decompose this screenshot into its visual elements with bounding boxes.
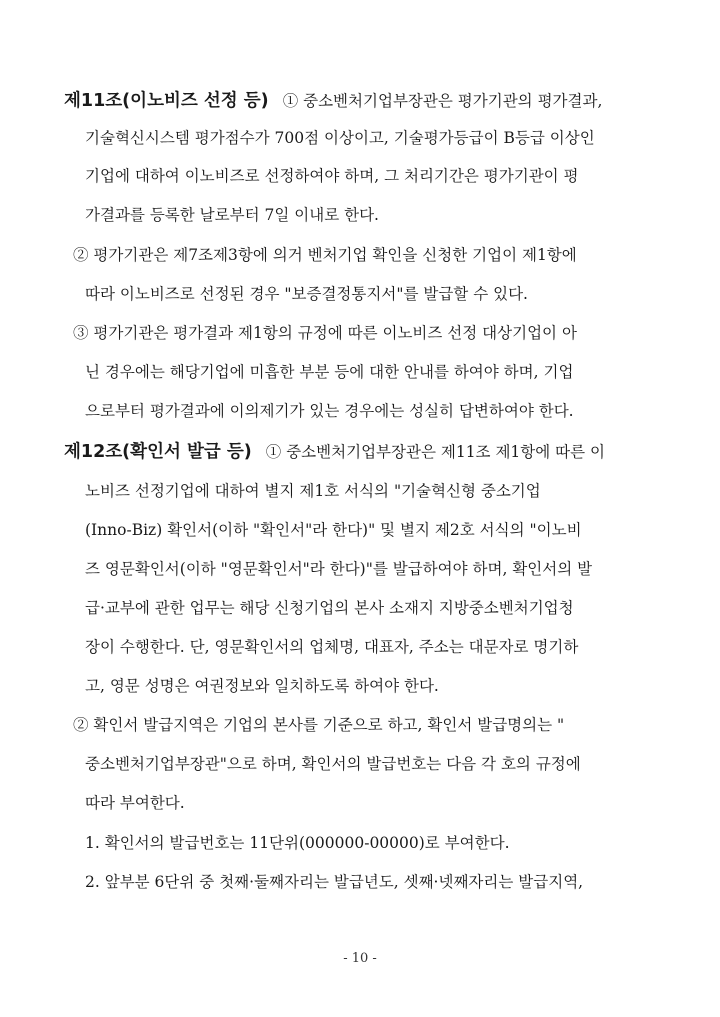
article-11-paragraph-3-line-3: 으로부터 평가결과에 이의제기가 있는 경우에는 성실히 답변하여야 한다. xyxy=(85,402,574,420)
article-12-text: ① 중소벤처기업부장관은 제11조 제1항에 따른 이 xyxy=(265,443,606,461)
article-11-heading: 제11조(이노비즈 선정 등) xyxy=(64,91,269,111)
article-11-text: ① 중소벤처기업부장관은 평가기관의 평가결과, xyxy=(282,92,603,110)
article-11-line-1 xyxy=(64,91,602,111)
article-12-line-7: 고, 영문 성명은 여권정보와 일치하도록 하여야 한다. xyxy=(85,677,439,695)
article-12-line-5: 급·교부에 관한 업무는 해당 신청기업의 본사 소재지 지방중소벤처기업청 xyxy=(85,599,574,617)
article-12-paragraph-2-line-2: 중소벤처기업부장관"으로 하며, 확인서의 발급번호는 다음 각 호의 규정에 xyxy=(85,755,581,773)
article-12-item-1: 1. 확인서의 발급번호는 11단위(000000-00000)로 부여한다. xyxy=(85,834,510,852)
article-12-heading: 제12조(확인서 발급 등) xyxy=(64,442,252,462)
article-12-paragraph-2-line-3: 따라 부여한다. xyxy=(85,794,185,812)
article-12-line-2: 노비즈 선정기업에 대하여 별지 제1호 서식의 "기술혁신형 중소기업 xyxy=(85,482,541,500)
article-11-line-4: 가결과를 등록한 날로부터 7일 이내로 한다. xyxy=(85,206,379,224)
article-12-line-4: 즈 영문확인서(이하 "영문확인서"라 한다)"를 발급하여야 하며, 확인서의 발 xyxy=(85,560,593,578)
article-11-line-3: 기업에 대하여 이노비즈로 선정하여야 하며, 그 처리기간은 평가기관이 평 xyxy=(85,167,579,185)
article-12-paragraph-2-line-1: ② 확인서 발급지역은 기업의 본사를 기준으로 하고, 확인서 발급명의는 " xyxy=(73,716,565,734)
article-11-paragraph-3-line-2: 닌 경우에는 해당기업에 미흡한 부분 등에 대한 안내를 하여야 하며, 기업 xyxy=(85,363,574,381)
article-11-paragraph-2-line-2: 따라 이노비즈로 선정된 경우 "보증결정통지서"를 발급할 수 있다. xyxy=(85,285,528,303)
article-11-paragraph-2-line-1: ② 평가기관은 제7조제3항에 의거 벤처기업 확인을 신청한 기업이 제1항에 xyxy=(73,246,577,264)
page-number: - 10 - xyxy=(343,951,377,966)
article-12-line-3: (Inno-Biz) 확인서(이하 "확인서"라 한다)" 및 별지 제2호 서식의 "이노비 xyxy=(85,521,582,539)
article-12-line-1 xyxy=(64,442,605,462)
article-11-line-2: 기술혁신시스템 평가점수가 700점 이상이고, 기술평가등급이 B등급 이상인 xyxy=(85,129,595,147)
article-11-paragraph-3-line-1: ③ 평가기관은 평가결과 제1항의 규정에 따른 이노비즈 선정 대상기업이 아 xyxy=(73,324,577,342)
article-12-line-6: 장이 수행한다. 단, 영문확인서의 업체명, 대표자, 주소는 대문자로 명기하 xyxy=(85,638,579,656)
article-12-item-2: 2. 앞부분 6단위 중 첫째·둘째자리는 발급년도, 셋째·넷째자리는 발급지역, xyxy=(85,873,584,891)
